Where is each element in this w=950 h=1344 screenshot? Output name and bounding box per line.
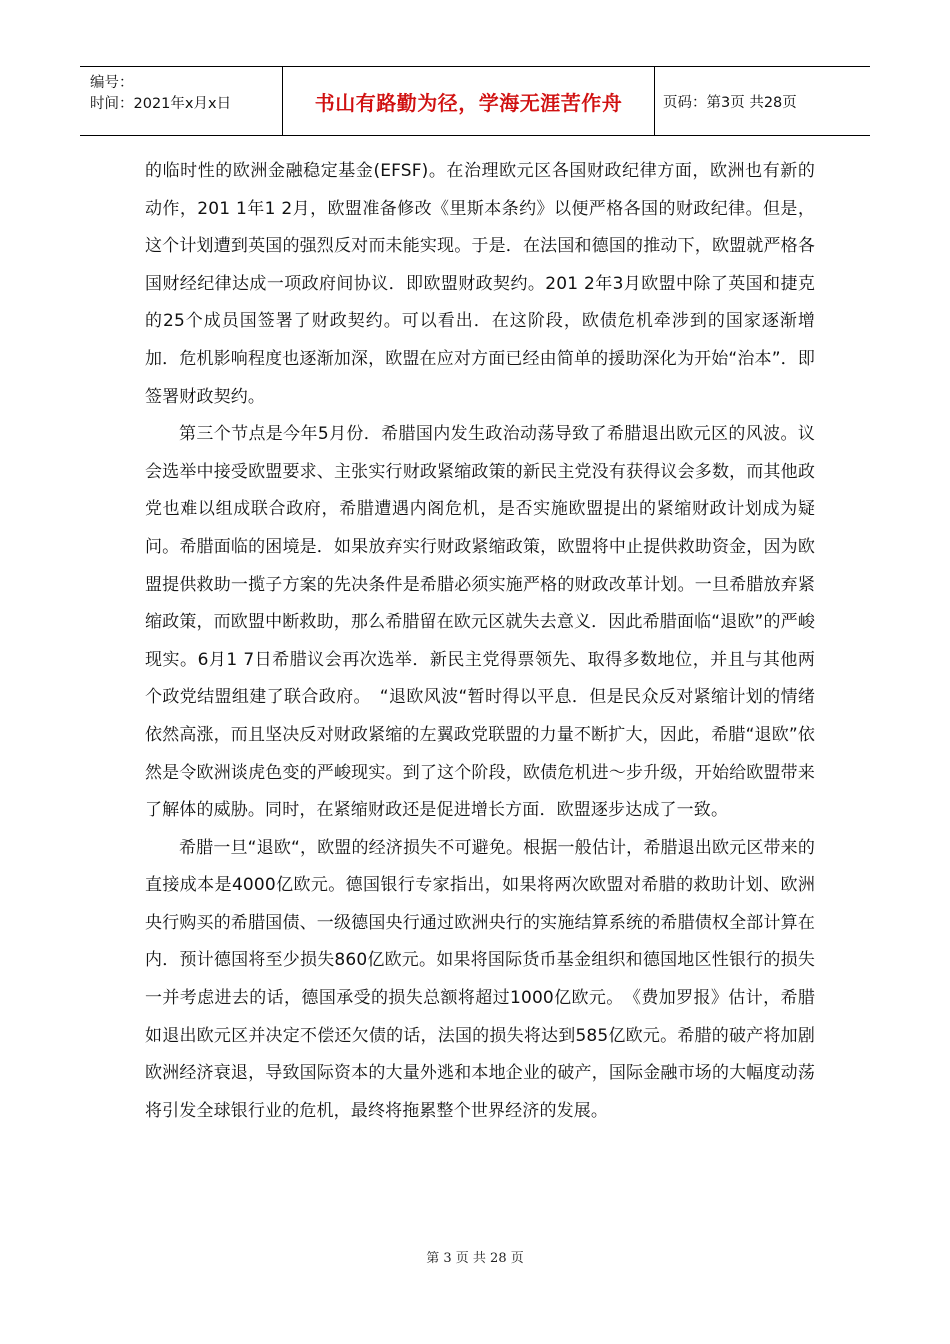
header-motto: 书山有路勤为径，学海无涯苦作舟 [283,67,655,135]
paragraph: 的临时性的欧洲金融稳定基金(EFSF)。在治理欧元区各国财政纪律方面，欧洲也有新的动作，201 1年1 2月，欧盟准备修改《里斯本条约》以便严格各国的财政纪律。但是，这个计划遭到英国的强烈反对而未能实现。于是．在法国和德国的推动下，欧盟就严格各国财经纪律达成一项政府间协议．即欧盟财政契约。201 2年3月欧盟中除了英国和捷克的25个成员国签署了财政契约。可以看出．在这阶段，欧债危机牵涉到的国家逐渐增加．危机影响程度也逐渐加深，欧盟在应对方面已经由简单的援助深化为开始“治本”．即签署财政契约。 [145,161,815,407]
document-body [145,153,815,1130]
document-date-label: 时间：2021年x月x日 [90,96,232,112]
header-page-number: 页码：第3页 共28页 [663,94,797,111]
page-header [80,66,870,136]
paragraph: 希腊一旦“退欧“，欧盟的经济损失不可避免。根据一般估计，希腊退出欧元区带来的直接成本是4000亿欧元。德国银行专家指出，如果将两次欧盟对希腊的救助计划、欧洲央行购买的希腊国债、一级德国央行通过欧洲央行的实施结算系统的希腊债权全部计算在内．预计德国将至少损失860亿欧元。如果将国际货币基金组织和德国地区性银行的损失一并考虑进去的话，德国承受的损失总额将超过1000亿欧元。 《费加罗报》估计，希腊如退出欧元区并决定不偿还欠债的话，法国的损失将达到585亿欧元。希腊的破产将加剧欧洲经济衰退，导致国际资本的大量外逃和本地企业的破产，国际金融市场的大幅度动荡将引发全球银行业的危机，最终将拖累整个世界经济的发展。 [145,837,815,1121]
header-meta [80,67,283,135]
page-footer: 第 3 页 共 28 页 [426,1251,524,1266]
document-number-label: 编号： [90,75,134,91]
paragraph: 第三个节点是今年5月份．希腊国内发生政治动荡导致了希腊退出欧元区的风波。议会选举中接受欧盟要求、主张实行财政紧缩政策的新民主党没有获得议会多数，而其他政党也难以组成联合政府，希腊遭遇内阁危机，是否实施欧盟提出的紧缩财政计划成为疑问。希腊面临的困境是．如果放弃实行财政紧缩政策，欧盟将中止提供救助资金，因为欧盟提供救助一揽子方案的先决条件是希腊必须实施严格的财政改革计划。一旦希腊放弃紧缩政策，而欧盟中断救助，那么希腊留在欧元区就失去意义．因此希腊面临“退欧”的严峻现实。6月1 7日希腊议会再次选举．新民主党得票领先、取得多数地位，并且与其他两个政党结盟组建了联合政府。 “退欧风波“暂时得以平息．但是民众反对紧缩计划的情绪依然高涨，而且坚决反对财政紧缩的左翼政党联盟的力量不断扩大，因此，希腊“退欧”依然是令欧洲谈虎色变的严峻现实。到了这个阶段，欧债危机进～步升级，开始给欧盟带来了解体的威胁。同时，在紧缩财政还是促进增长方面．欧盟逐步达成了一致。 [145,424,815,821]
